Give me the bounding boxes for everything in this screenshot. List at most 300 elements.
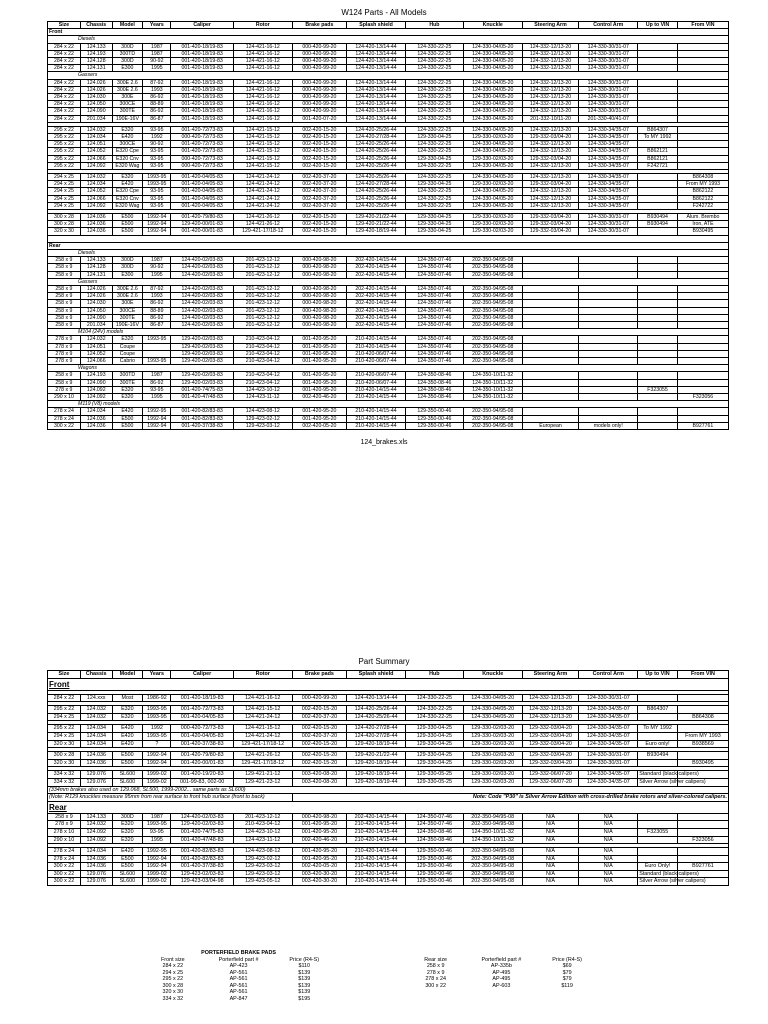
table-cell: 210-420-14/15-44 xyxy=(347,855,406,863)
table-cell: 000-420-72/73-83 xyxy=(171,134,233,141)
table-cell: E420 xyxy=(112,408,143,415)
table-cell: 201-423-12-12 xyxy=(233,307,292,314)
table-cell: 124.092 xyxy=(80,828,112,836)
table-cell: 202-350-94/95-08 xyxy=(463,415,522,422)
table-cell: E320 Cnv xyxy=(112,195,143,202)
table-cell: 300 x 28 xyxy=(48,752,81,760)
table-cell: 258 x 9 xyxy=(48,314,81,321)
table-cell: B930494 xyxy=(638,214,678,221)
table-cell: 001-420-95-20 xyxy=(292,343,346,350)
table-cell: 124.032 xyxy=(80,336,112,343)
table-row xyxy=(48,221,729,228)
table-cell: Iron, ATE xyxy=(677,221,728,228)
table-cell: 201-423-12-12 xyxy=(233,293,292,300)
table-cell: 210-423-04-12 xyxy=(233,379,292,386)
table-cell: 001-420-72/73-83 xyxy=(171,126,233,133)
table-cell: 002-420-37-20 xyxy=(292,195,346,202)
table-cell xyxy=(522,264,579,271)
table-cell: 124.036 xyxy=(80,415,112,422)
table-cell xyxy=(143,350,171,357)
table-cell xyxy=(522,336,579,343)
table-cell: 201-332-10/11-20 xyxy=(522,115,579,122)
column-header: From VIN xyxy=(677,22,728,29)
table-cell: 124.092 xyxy=(80,836,112,844)
table-row xyxy=(48,134,729,141)
table-cell: 124.032 xyxy=(80,821,112,829)
column-header: Model xyxy=(112,671,143,679)
table-cell: 002-420-37-20 xyxy=(292,713,346,721)
table-row xyxy=(48,713,729,721)
table-cell xyxy=(677,50,728,57)
spacer-row xyxy=(48,235,729,242)
table-cell: 124-423-08-12 xyxy=(233,848,292,856)
table-cell: 124-420-02/03-83 xyxy=(171,307,233,314)
table-cell: 124-350-10/11-32 xyxy=(463,828,522,836)
table-cell: 300 x 22 xyxy=(48,870,81,878)
table-cell: 001-420-18/19-83 xyxy=(171,79,233,86)
table-cell: 129-332-03/04-20 xyxy=(522,214,579,221)
table-cell: 124-330-04/05-20 xyxy=(463,174,522,181)
column-header: Size xyxy=(48,22,81,29)
table-cell: 001-420-74/75-83 xyxy=(171,386,233,393)
table-cell: E320 Wag xyxy=(112,202,143,209)
table-cell: 124-420-25/26-44 xyxy=(347,141,406,148)
table-cell: 001-420-82/83-83 xyxy=(171,415,233,422)
table-cell: 124-330-04/05-20 xyxy=(463,50,522,57)
table-cell xyxy=(677,86,728,93)
table-cell: E300 xyxy=(112,271,143,278)
table-cell: 001-420-95-20 xyxy=(292,408,346,415)
table-cell: 124-332-12/13-20 xyxy=(522,65,579,72)
table-cell: 124-420-25/26-44 xyxy=(347,155,406,162)
table-cell: 201-423-12-12 xyxy=(233,285,292,292)
table-cell xyxy=(677,855,728,863)
column-header: Splash shield xyxy=(347,22,406,29)
table-cell xyxy=(638,50,678,57)
table-cell: 202-350-94/95-08 xyxy=(463,350,522,357)
table-cell: 002-420-15-20 xyxy=(292,228,346,235)
table-cell: 300 x 28 xyxy=(48,214,81,221)
subgroup-row xyxy=(48,401,729,408)
table-cell: 300D xyxy=(112,264,143,271)
table-cell: B938569 xyxy=(677,740,728,748)
table-cell: 210-420-14/15-44 xyxy=(347,336,406,343)
table-cell: 93-95 xyxy=(143,188,171,195)
table-cell: 124-330-30/31-07 xyxy=(579,94,638,101)
table-cell: 202-350-94/95-08 xyxy=(463,821,522,829)
table-cell xyxy=(638,257,678,264)
table-cell: 001-420-47/48-83 xyxy=(171,836,233,844)
table-cell: 202-420-14/15-44 xyxy=(347,271,406,278)
table-cell xyxy=(638,314,678,321)
table-cell: 124-420-27/28-44 xyxy=(347,732,406,740)
table-cell: 86-92 xyxy=(143,108,171,115)
table-cell: 93-95 xyxy=(143,148,171,155)
table-cell: SL600 xyxy=(112,878,143,886)
table-cell: 124-350-07-46 xyxy=(405,293,463,300)
table-row xyxy=(48,181,729,188)
table-cell xyxy=(638,202,678,209)
table-cell: 124-420-13/14-44 xyxy=(347,79,406,86)
table-cell: 124.032 xyxy=(80,174,112,181)
table-cell: 124-421-15-12 xyxy=(233,706,292,714)
column-header: Caliper xyxy=(171,671,233,679)
table-cell: 300D xyxy=(112,58,143,65)
table-cell: N/A xyxy=(522,848,579,856)
pads-title: PORTERFIELD BRAKE PADS xyxy=(201,950,276,956)
table-cell: 124-350-10/11-32 xyxy=(463,836,522,844)
table-cell: 001-420-04/05-83 xyxy=(171,202,233,209)
table-cell: 1999-02 xyxy=(143,778,171,786)
table-row xyxy=(48,422,729,429)
table-cell xyxy=(522,393,579,400)
table-cell: 294 x 25 xyxy=(48,713,81,721)
table-cell: 1992 xyxy=(143,134,171,141)
table-cell: 124-350-10/11-32 xyxy=(463,393,522,400)
table-cell: 124-332-12/13-20 xyxy=(522,79,579,86)
table-cell: 001-420-74/75-83 xyxy=(171,828,233,836)
table-cell: 001-420-95-20 xyxy=(292,350,346,357)
table-cell xyxy=(677,372,728,379)
table-cell: 295 x 22 xyxy=(48,162,81,169)
table-cell xyxy=(638,713,678,721)
table-cell xyxy=(638,694,678,702)
table-cell: 124-330-04/05-20 xyxy=(463,141,522,148)
table-cell: 124.052 xyxy=(80,188,112,195)
table-cell: 284 x 22 xyxy=(48,50,81,57)
table-cell xyxy=(579,336,638,343)
table-cell: 202-350-94/95-08 xyxy=(463,293,522,300)
table-cell: 124.090 xyxy=(80,314,112,321)
table-cell: 001-420-00/01-83 xyxy=(171,228,233,235)
table-cell: 210-420-14/15-44 xyxy=(347,343,406,350)
table-cell: B930494 xyxy=(638,221,678,228)
table-cell: 000-420-98-20 xyxy=(292,293,346,300)
table-cell: 124-421-15-12 xyxy=(233,134,292,141)
table-cell: 1993-95 xyxy=(143,706,171,714)
table-cell: 86-92 xyxy=(143,300,171,307)
table-cell: B930495 xyxy=(677,228,728,235)
table-row xyxy=(48,706,729,714)
column-header: Steering Arm xyxy=(522,671,579,679)
table-cell: 1995 xyxy=(143,65,171,72)
table-cell: 124-330-34/35-07 xyxy=(579,155,638,162)
table-cell: B927761 xyxy=(677,422,728,429)
table-cell: 201-423-12-12 xyxy=(233,257,292,264)
table-cell: 129-330-05-25 xyxy=(405,771,463,779)
table-cell: 320 x 30 xyxy=(48,228,81,235)
table-cell xyxy=(638,300,678,307)
table-cell: 300TE xyxy=(112,108,143,115)
table-cell: 124-332-12/13-20 xyxy=(522,694,579,702)
table-cell: 124.128 xyxy=(80,58,112,65)
table-cell: 210-420-14/15-44 xyxy=(347,863,406,871)
table-cell: 001-420-37/38-83 xyxy=(171,422,233,429)
table-cell: 129-420-18/19-44 xyxy=(347,740,406,748)
table-cell: 278 x 9 xyxy=(48,350,81,357)
table-cell: 001-420-95-20 xyxy=(292,855,346,863)
table-cell: 202-350-94/95-08 xyxy=(463,307,522,314)
table-cell: 210-420-14/15-44 xyxy=(347,870,406,878)
table-cell: 124-350-10/11-32 xyxy=(463,386,522,393)
table-cell: 124-421-16-12 xyxy=(233,115,292,122)
table-cell: 1995 xyxy=(143,393,171,400)
table-cell: 202-350-94/95-08 xyxy=(463,863,522,871)
table-cell: 124.131 xyxy=(80,271,112,278)
table-cell: 124-350-07-46 xyxy=(405,257,463,264)
table-cell: 124-330-22-25 xyxy=(405,141,463,148)
table-cell: Standard (black calipers) xyxy=(639,771,699,778)
table-row xyxy=(48,65,729,72)
table-cell: 124-420-13/14-44 xyxy=(347,50,406,57)
table-row xyxy=(48,300,729,307)
table-cell: 124.051 xyxy=(80,141,112,148)
table-cell: 124-332-12/13-20 xyxy=(522,188,579,195)
table-cell: 124-350-07-46 xyxy=(405,271,463,278)
table-cell: 129-420-02/03-83 xyxy=(171,336,233,343)
table-cell: 124-330-34/35-07 xyxy=(579,148,638,155)
table-cell: 002-420-15-20 xyxy=(292,759,346,767)
table-cell: 278 x 24 xyxy=(48,408,81,415)
table-cell: 124-350-08-46 xyxy=(405,836,463,844)
table-cell: 124.090 xyxy=(80,379,112,386)
table-cell: F323055 xyxy=(638,828,678,836)
table-cell: 000-420-98-20 xyxy=(292,257,346,264)
table-cell: 129-420-21/22-44 xyxy=(347,214,406,221)
table-cell: 129-350-00-46 xyxy=(405,408,463,415)
table-cell: 124.032 xyxy=(80,126,112,133)
table-cell xyxy=(522,357,579,364)
table-cell: 124-423-11-12 xyxy=(233,836,292,844)
table-cell: 258 x 9 xyxy=(48,285,81,292)
table-cell: 210-423-04-12 xyxy=(233,357,292,364)
header-row xyxy=(48,671,729,679)
table-row xyxy=(48,188,729,195)
table-cell: 86-92 xyxy=(143,379,171,386)
table-cell: 1986-92 xyxy=(143,694,171,702)
table-cell: 124-330-30/31-07 xyxy=(579,221,638,228)
table-cell: 1999-02 xyxy=(143,878,171,886)
table-cell: 1992-94 xyxy=(143,863,171,871)
table-row xyxy=(48,58,729,65)
table-cell: 1992-94 xyxy=(143,759,171,767)
table-cell: 124-420-02/03-83 xyxy=(171,293,233,300)
table-cell xyxy=(677,828,728,836)
table-cell xyxy=(579,350,638,357)
table-cell: 124-350-08-46 xyxy=(405,828,463,836)
table-cell: 278 x 9 xyxy=(48,386,81,393)
table-cell: E500 xyxy=(112,221,143,228)
section-label: Front xyxy=(48,678,729,690)
table-cell: 124-330-04/05-20 xyxy=(463,65,522,72)
table-cell: E320 xyxy=(112,336,143,343)
table-row xyxy=(48,314,729,321)
table-cell: 1992-94 xyxy=(143,228,171,235)
table-cell: 1992-94 xyxy=(143,855,171,863)
table-cell: 124.034 xyxy=(80,134,112,141)
table-cell: 258 x 9 xyxy=(48,271,81,278)
table-cell: 129-330-02/03-20 xyxy=(463,228,522,235)
table-cell: 294 x 25 xyxy=(48,202,81,209)
table-cell xyxy=(522,321,579,328)
column-header: Steering Arm xyxy=(522,22,579,29)
table-cell xyxy=(638,94,678,101)
table-cell: 1992-94 xyxy=(143,221,171,228)
table-cell: 124-421-16-12 xyxy=(233,43,292,50)
table-cell: 124-330-04/05-20 xyxy=(463,148,522,155)
table-cell: 000-420-99-20 xyxy=(292,108,346,115)
table-cell xyxy=(638,293,678,300)
table-cell: 124-330-22-25 xyxy=(405,174,463,181)
table-cell: N/A xyxy=(522,878,579,886)
table-cell: 129-330-04-25 xyxy=(405,221,463,228)
table-cell: 129-330-02/03-20 xyxy=(463,752,522,760)
table-row xyxy=(48,725,729,733)
table-cell: 001-420-82/83-83 xyxy=(171,848,233,856)
table-cell: 001-420-18/19-83 xyxy=(171,43,233,50)
table-cell xyxy=(677,126,728,133)
table-cell: 290 x 10 xyxy=(48,836,81,844)
table-cell: 124.026 xyxy=(80,293,112,300)
column-header: Control Arm xyxy=(579,22,638,29)
table-cell: 124-421-15-12 xyxy=(233,148,292,155)
table-cell: 124.032 xyxy=(80,713,112,721)
table-cell: 1999-02 xyxy=(143,771,171,779)
table-row xyxy=(48,694,729,702)
table-cell: 124.133 xyxy=(80,813,112,821)
table-cell: 124-350-07-46 xyxy=(405,321,463,328)
table-cell: 129-330-02/03-20 xyxy=(463,221,522,228)
table-cell: 86-92 xyxy=(143,314,171,321)
table-cell: 129-423-02-12 xyxy=(233,855,292,863)
table-cell xyxy=(638,379,678,386)
table-cell xyxy=(638,228,678,235)
table-cell: E320 xyxy=(112,386,143,393)
table-cell: 124-330-30/31-07 xyxy=(579,58,638,65)
table-cell: 124-330-22-25 xyxy=(405,79,463,86)
table-cell: 210-420-14/15-44 xyxy=(347,422,406,429)
column-header: Years xyxy=(143,22,171,29)
pads-cell: 284 x 22 xyxy=(162,963,184,969)
table-cell: 124-330-22-25 xyxy=(405,713,463,721)
table-cell: 003-420-30-20 xyxy=(292,870,346,878)
table-cell: 124-420-02/03-83 xyxy=(171,271,233,278)
table-cell: 124-330-30/31-07 xyxy=(579,694,638,702)
table-cell: 129-332-03/04-20 xyxy=(522,740,579,748)
table-cell: 002-420-05-20 xyxy=(292,863,346,871)
pads-cell: AP-561 xyxy=(229,976,248,982)
table-cell: 001-420-18/19-83 xyxy=(171,58,233,65)
table-cell: E320 Cpe xyxy=(112,148,143,155)
table-cell: 284 x 22 xyxy=(48,108,81,115)
table-cell xyxy=(677,162,728,169)
table-cell: 124-420-13/14-44 xyxy=(347,43,406,50)
table-cell: 258 x 9 xyxy=(48,379,81,386)
pads-header: Price (R4-S) xyxy=(289,956,320,963)
table-cell: E500 xyxy=(112,855,143,863)
table-cell: N/A xyxy=(522,870,579,878)
table-cell: Silver Arrow (silver calipers) xyxy=(639,778,706,785)
pads-cell: $69 xyxy=(562,963,572,969)
table-cell: 1993-95 xyxy=(143,732,171,740)
table-cell xyxy=(579,379,638,386)
table-cell: 124.036 xyxy=(80,221,112,228)
table-cell: 129-330-04-25 xyxy=(405,752,463,760)
table-cell: 124-330-34/35-07 xyxy=(579,778,638,786)
table-cell xyxy=(638,307,678,314)
table-cell: N/A xyxy=(522,836,579,844)
table-cell xyxy=(579,415,638,422)
table-cell: 129-330-04-25 xyxy=(405,155,463,162)
table-cell: 129-350-00-46 xyxy=(405,422,463,429)
table-cell xyxy=(522,271,579,278)
section-label: Front xyxy=(48,29,729,36)
table-cell: From MY 1993 xyxy=(677,732,728,740)
table-cell xyxy=(579,393,638,400)
note-row xyxy=(48,794,729,802)
table-cell xyxy=(638,65,678,72)
table-cell xyxy=(677,386,728,393)
table-cell xyxy=(677,343,728,350)
table-cell xyxy=(638,732,678,740)
table-cell: N/A xyxy=(522,863,579,871)
table-cell: N/A xyxy=(579,836,638,844)
table-cell: 202-350-94/95-08 xyxy=(463,321,522,328)
table-cell xyxy=(677,141,728,148)
table-cell: 001-420-37/38-83 xyxy=(171,740,233,748)
subgroup-label: Diesels xyxy=(48,36,729,43)
table-cell: 001-420-18/19-83 xyxy=(171,50,233,57)
table-cell xyxy=(638,108,678,115)
table-cell xyxy=(579,372,638,379)
pads-cell: $79 xyxy=(562,976,572,982)
table-cell: 001-420-95-20 xyxy=(292,357,346,364)
table-cell: N/A xyxy=(579,821,638,829)
table-cell: 129-332-03/04-20 xyxy=(522,732,579,740)
table-row xyxy=(48,372,729,379)
table-cell xyxy=(579,300,638,307)
table-cell: 001-420-95-20 xyxy=(292,828,346,836)
table-cell: 1993 xyxy=(143,86,171,93)
table-cell xyxy=(638,759,678,767)
table-row xyxy=(48,79,729,86)
table-cell xyxy=(677,285,728,292)
table-cell: 284 x 22 xyxy=(48,101,81,108)
column-header: Control Arm xyxy=(579,671,638,679)
table-row xyxy=(48,94,729,101)
table-cell xyxy=(579,264,638,271)
pads-cell: AP-495 xyxy=(492,969,511,976)
table-row xyxy=(48,321,729,328)
table-cell xyxy=(677,94,728,101)
table-cell: N/A xyxy=(579,870,638,878)
table-cell: 124-421-16-12 xyxy=(233,94,292,101)
table-cell: 001-420-18/19-83 xyxy=(171,65,233,72)
table-cell: 003-420-08-20 xyxy=(292,771,346,779)
table-cell: 1992-94 xyxy=(143,214,171,221)
table-cell: 124-420-13/14-44 xyxy=(347,94,406,101)
table-cell: 124-420-13/14-44 xyxy=(347,86,406,93)
table-cell: 124-330-30/31-07 xyxy=(579,108,638,115)
table-cell: 201-423-12-12 xyxy=(233,271,292,278)
table-cell: 278 x 24 xyxy=(48,848,81,856)
table-cell: 129-350-00-46 xyxy=(405,415,463,422)
table-cell: 124-330-22-25 xyxy=(405,43,463,50)
table-cell: 124-420-13/14-44 xyxy=(347,58,406,65)
table-cell: 202-420-14/15-44 xyxy=(347,307,406,314)
table-cell: 129-330-02/03-20 xyxy=(463,181,522,188)
table-cell xyxy=(522,293,579,300)
